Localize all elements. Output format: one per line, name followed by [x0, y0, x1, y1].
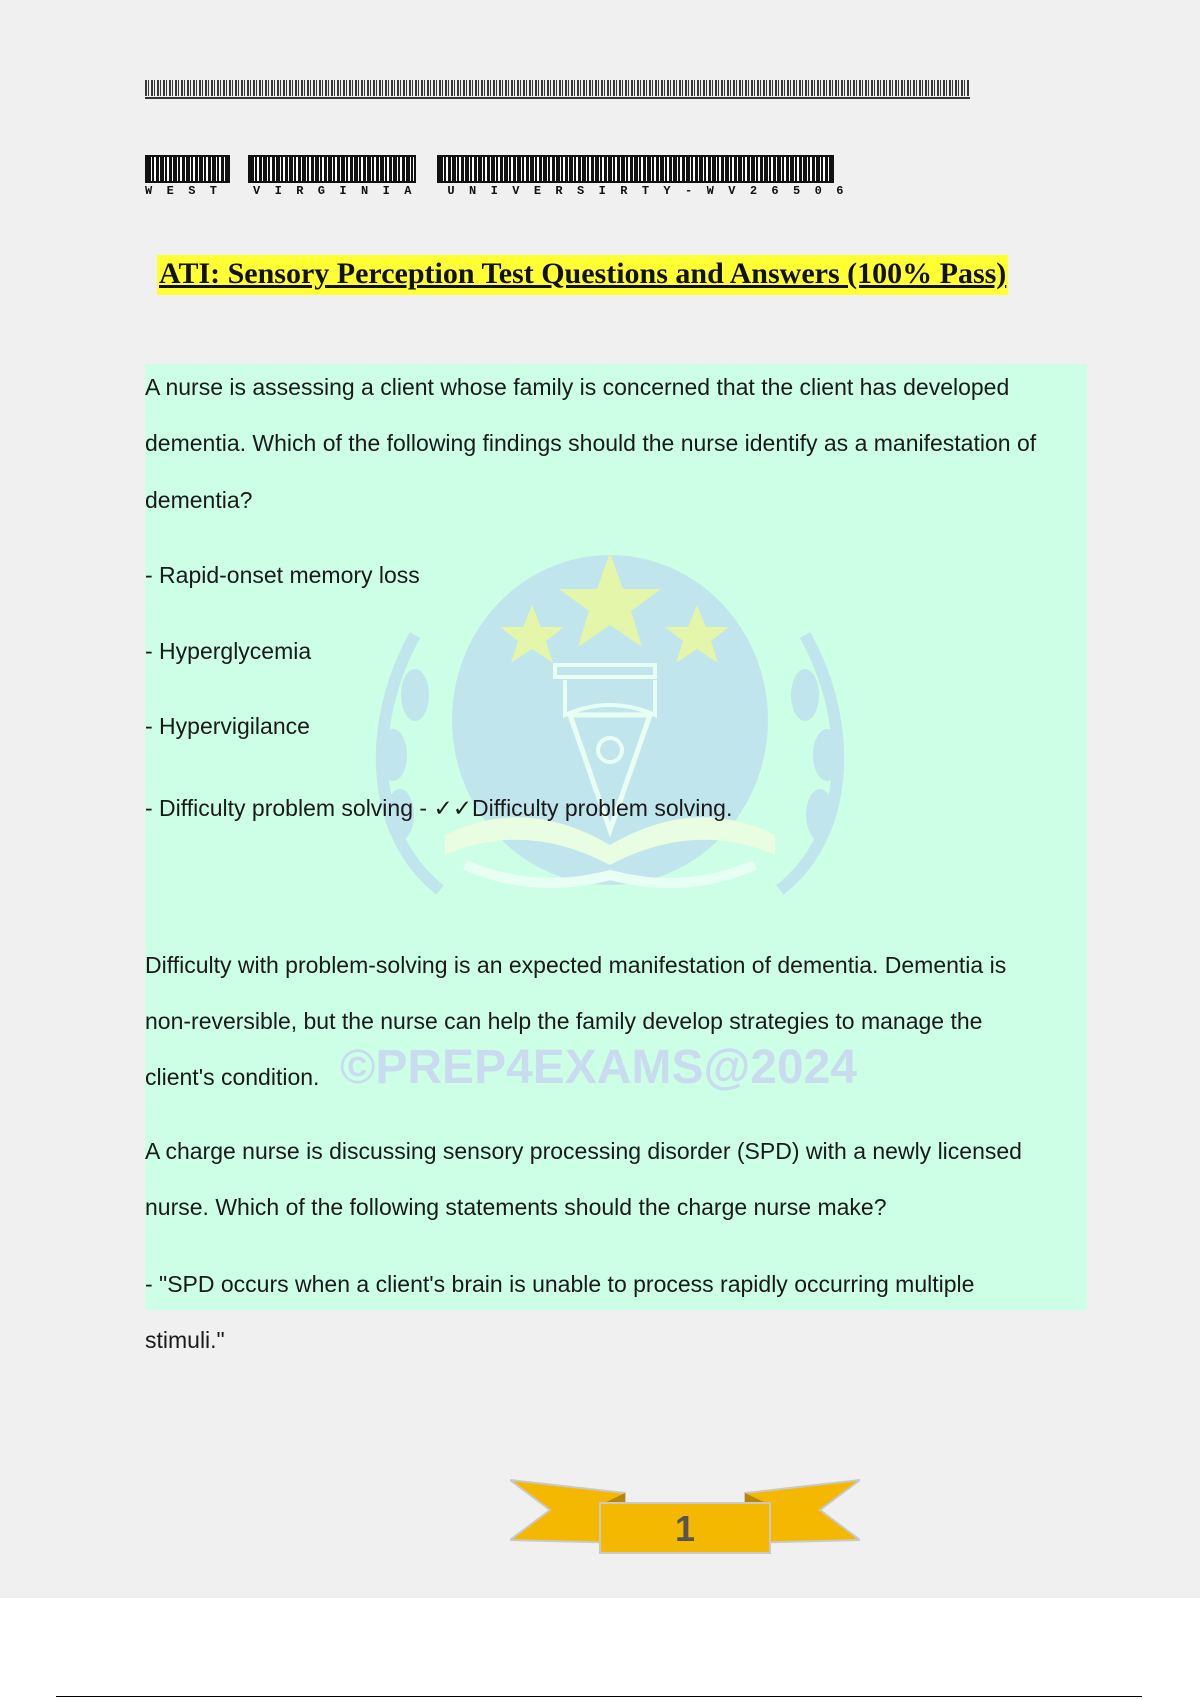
barcode-segment: [437, 155, 834, 183]
question-text: dementia?: [145, 487, 253, 513]
answer-option: - "SPD occurs when a client's brain is unable to process rapidly occurring multiple: [145, 1271, 975, 1297]
answer-option: stimuli.": [145, 1327, 225, 1353]
rationale-text: Difficulty with problem-solving is an expected manifestation of dementia. Dementia is: [145, 952, 1007, 978]
answer-option: - Hypervigilance: [145, 713, 310, 739]
copyright-header: [145, 80, 970, 100]
watermark-text: ©PREP4EXAMS@2024: [340, 1041, 858, 1094]
footer-divider: [56, 1696, 1142, 1697]
copyright-line: [145, 80, 779, 97]
barcode-segment: [145, 155, 230, 183]
header-underline: [145, 97, 970, 99]
answer-option: - Hyperglycemia: [145, 638, 312, 664]
question-text: nurse. Which of the following statements should the charge nurse make?: [145, 1194, 887, 1220]
question-text: dementia. Which of the following findings should the nurse identify as a manifestation of: [145, 430, 1037, 456]
rationale-text: client's condition.: [145, 1064, 320, 1090]
question-text: A nurse is assessing a client whose family is concerned that the client has developed: [145, 374, 1010, 400]
answer-option: - Rapid-onset memory loss: [145, 562, 420, 588]
university-caption: WEST VIRGINIA UNIVERSIRTY-WV26506: [145, 184, 858, 198]
question-text: A charge nurse is discussing sensory processing disorder (SPD) with a newly licensed: [145, 1138, 1022, 1164]
university-barcode: [145, 155, 858, 199]
document-title: ATI: Sensory Perception Test Questions and Answers (100% Pass): [157, 255, 1008, 295]
rationale-text: non-reversible, but the nurse can help the family develop strategies to manage the: [145, 1008, 983, 1034]
answer-option-correct: - Difficulty problem solving - ✓✓Difficulty problem solving.: [145, 795, 733, 821]
barcode-segment: [248, 155, 416, 183]
page-number: 1: [674, 1508, 696, 1549]
